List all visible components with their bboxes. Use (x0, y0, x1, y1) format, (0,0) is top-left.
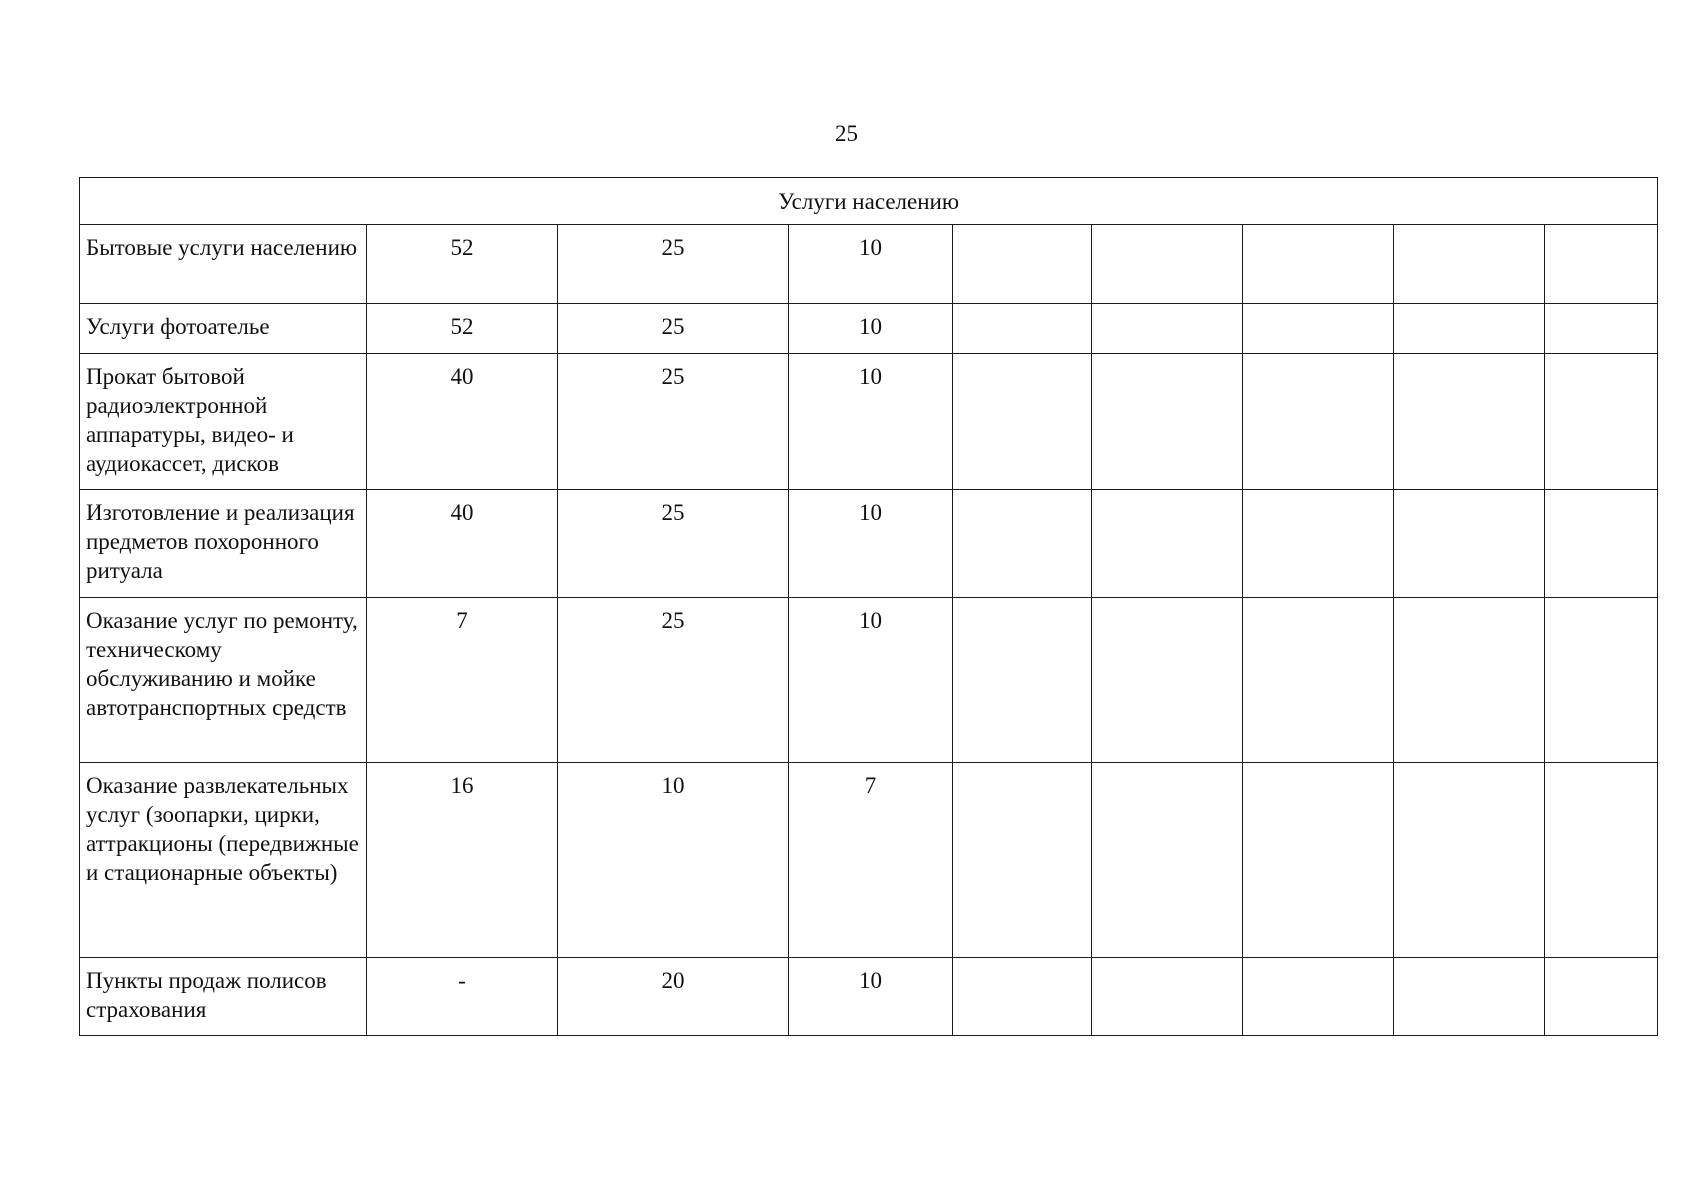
value-cell: 52 (367, 304, 558, 354)
value-cell: 16 (367, 763, 558, 958)
empty-cell (1545, 958, 1658, 1036)
empty-cell (1092, 958, 1243, 1036)
empty-cell (1394, 354, 1545, 490)
value-cell: 10 (789, 598, 953, 763)
empty-cell (1545, 225, 1658, 304)
empty-cell (1394, 304, 1545, 354)
empty-cell (1092, 763, 1243, 958)
empty-cell (1243, 490, 1394, 598)
table-row (80, 958, 1658, 1036)
section-header-row (80, 178, 1658, 225)
empty-cell (953, 354, 1092, 490)
empty-cell (1394, 490, 1545, 598)
value-cell: 10 (789, 490, 953, 598)
empty-cell (1092, 490, 1243, 598)
value-cell: 7 (367, 598, 558, 763)
service-name: Оказание развлекательных услуг (зоопарки, цирки, аттракционы (передвижные и стационарные объекты) (80, 763, 367, 958)
value-cell: 25 (558, 598, 789, 763)
value-cell: 20 (558, 958, 789, 1036)
empty-cell (953, 490, 1092, 598)
table-row (80, 354, 1658, 490)
service-name: Бытовые услуги населению (80, 225, 367, 304)
value-cell: 10 (789, 354, 953, 490)
value-cell: 10 (558, 763, 789, 958)
empty-cell (953, 304, 1092, 354)
empty-cell (1545, 490, 1658, 598)
service-name: Пункты продаж полисов страхования (80, 958, 367, 1036)
table-row (80, 225, 1658, 304)
service-name: Изготовление и реализация предметов похоронного ритуала (80, 490, 367, 598)
empty-cell (1545, 763, 1658, 958)
value-cell: 25 (558, 354, 789, 490)
table-row (80, 304, 1658, 354)
empty-cell (953, 225, 1092, 304)
service-name: Прокат бытовой радиоэлектронной аппаратуры, видео- и аудиокассет, дисков (80, 354, 367, 490)
page-number: 25 (835, 121, 858, 146)
empty-cell (1394, 958, 1545, 1036)
value-cell: 52 (367, 225, 558, 304)
value-cell: 40 (367, 354, 558, 490)
empty-cell (1243, 598, 1394, 763)
services-table (79, 177, 1658, 1036)
value-cell: 10 (789, 958, 953, 1036)
empty-cell (953, 958, 1092, 1036)
empty-cell (1394, 225, 1545, 304)
table-row (80, 763, 1658, 958)
value-cell: 7 (789, 763, 953, 958)
service-name: Оказание услуг по ремонту, техническому обслуживанию и мойке автотранспортных средств (80, 598, 367, 763)
empty-cell (1243, 354, 1394, 490)
empty-cell (1092, 225, 1243, 304)
value-cell: 10 (789, 225, 953, 304)
empty-cell (1545, 354, 1658, 490)
value-cell: 25 (558, 304, 789, 354)
empty-cell (1092, 598, 1243, 763)
empty-cell (1545, 304, 1658, 354)
section-title: Услуги населению (80, 178, 1658, 225)
value-cell: 40 (367, 490, 558, 598)
empty-cell (1243, 304, 1394, 354)
value-cell: - (367, 958, 558, 1036)
value-cell: 25 (558, 490, 789, 598)
empty-cell (953, 763, 1092, 958)
empty-cell (1243, 958, 1394, 1036)
value-cell: 10 (789, 304, 953, 354)
service-name: Услуги фотоателье (80, 304, 367, 354)
empty-cell (1092, 304, 1243, 354)
empty-cell (1394, 598, 1545, 763)
empty-cell (1243, 225, 1394, 304)
empty-cell (1092, 354, 1243, 490)
empty-cell (1243, 763, 1394, 958)
table-row (80, 598, 1658, 763)
value-cell: 25 (558, 225, 789, 304)
empty-cell (1394, 763, 1545, 958)
table-row (80, 490, 1658, 598)
empty-cell (953, 598, 1092, 763)
empty-cell (1545, 598, 1658, 763)
